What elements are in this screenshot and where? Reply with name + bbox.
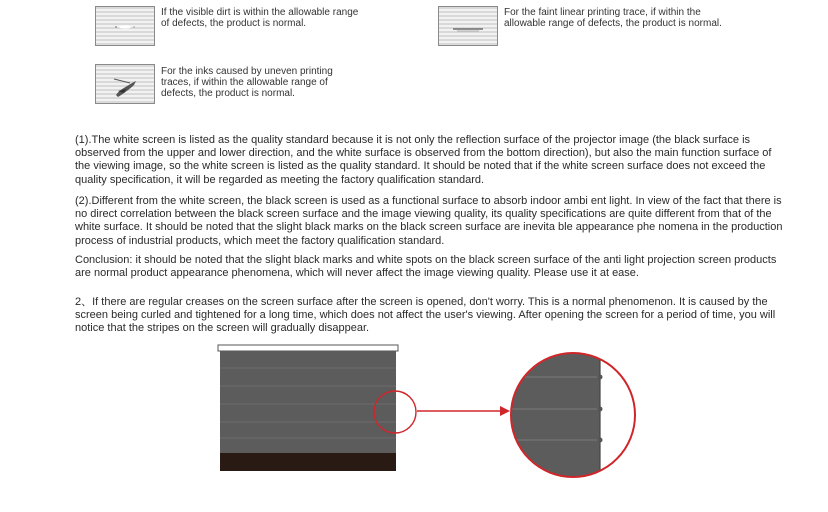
screen-top-bar — [218, 345, 398, 351]
magnified-view — [505, 350, 650, 485]
linear-trace-defect-caption: For the faint linear printing trace, if within the allowable range of defects, the product is normal. — [504, 7, 722, 29]
creases-paragraph: 2、If there are regular creases on the screen surface after the screen is opened, don't worry. This is a normal phenomenon. It is caused by the screen being curled and tightened for a long time, which does not affect the user's viewing. After opening the screen for a period of time, you will notice that the stripes on the screen will gradually disappear. — [75, 296, 776, 335]
dirt-defect-caption: If the visible dirt is within the allowable range of defects, the product is normal. — [161, 7, 359, 29]
white-screen-paragraph: (1).The white screen is listed as the quality standard because it is not only the reflection surface of the projector image (the black surface is observed from the upper and lower direction, and the white surface is observed from the bottom direction), but also the main function surface of the viewing image, so the white screen is listed as the quality standard. It should be noted that if the white screen surface does not exceed the quality specification, it will be regarded as meeting the factory qualification standard. — [75, 134, 772, 186]
ink-trace-defect-caption: For the inks caused by uneven printing traces, if within the allowable range of defects, the product is normal. — [161, 66, 333, 99]
arrow-icon — [417, 406, 510, 416]
screen-bottom-bar — [220, 453, 396, 471]
conclusion-paragraph: Conclusion: it should be noted that the slight black marks and white spots on the black screen surface of the anti light projection screen products are normal product appearance phenomena, which will never affect the image viewing quality. Please use it at ease. — [75, 254, 777, 280]
black-screen-paragraph: (2).Different from the white screen, the black screen is used as a functional surface to absorb indoor ambi ent light. In view of the fact that there is no direct correlation between the black screen surface and the image viewing quality, its quality specifications are quite different from that of the white surface. It should be noted that the slight black marks on the black screen surface are inevita ble appearance phe nomena in the production process of industrial products, which meet the factory qualification standard. — [75, 195, 783, 247]
